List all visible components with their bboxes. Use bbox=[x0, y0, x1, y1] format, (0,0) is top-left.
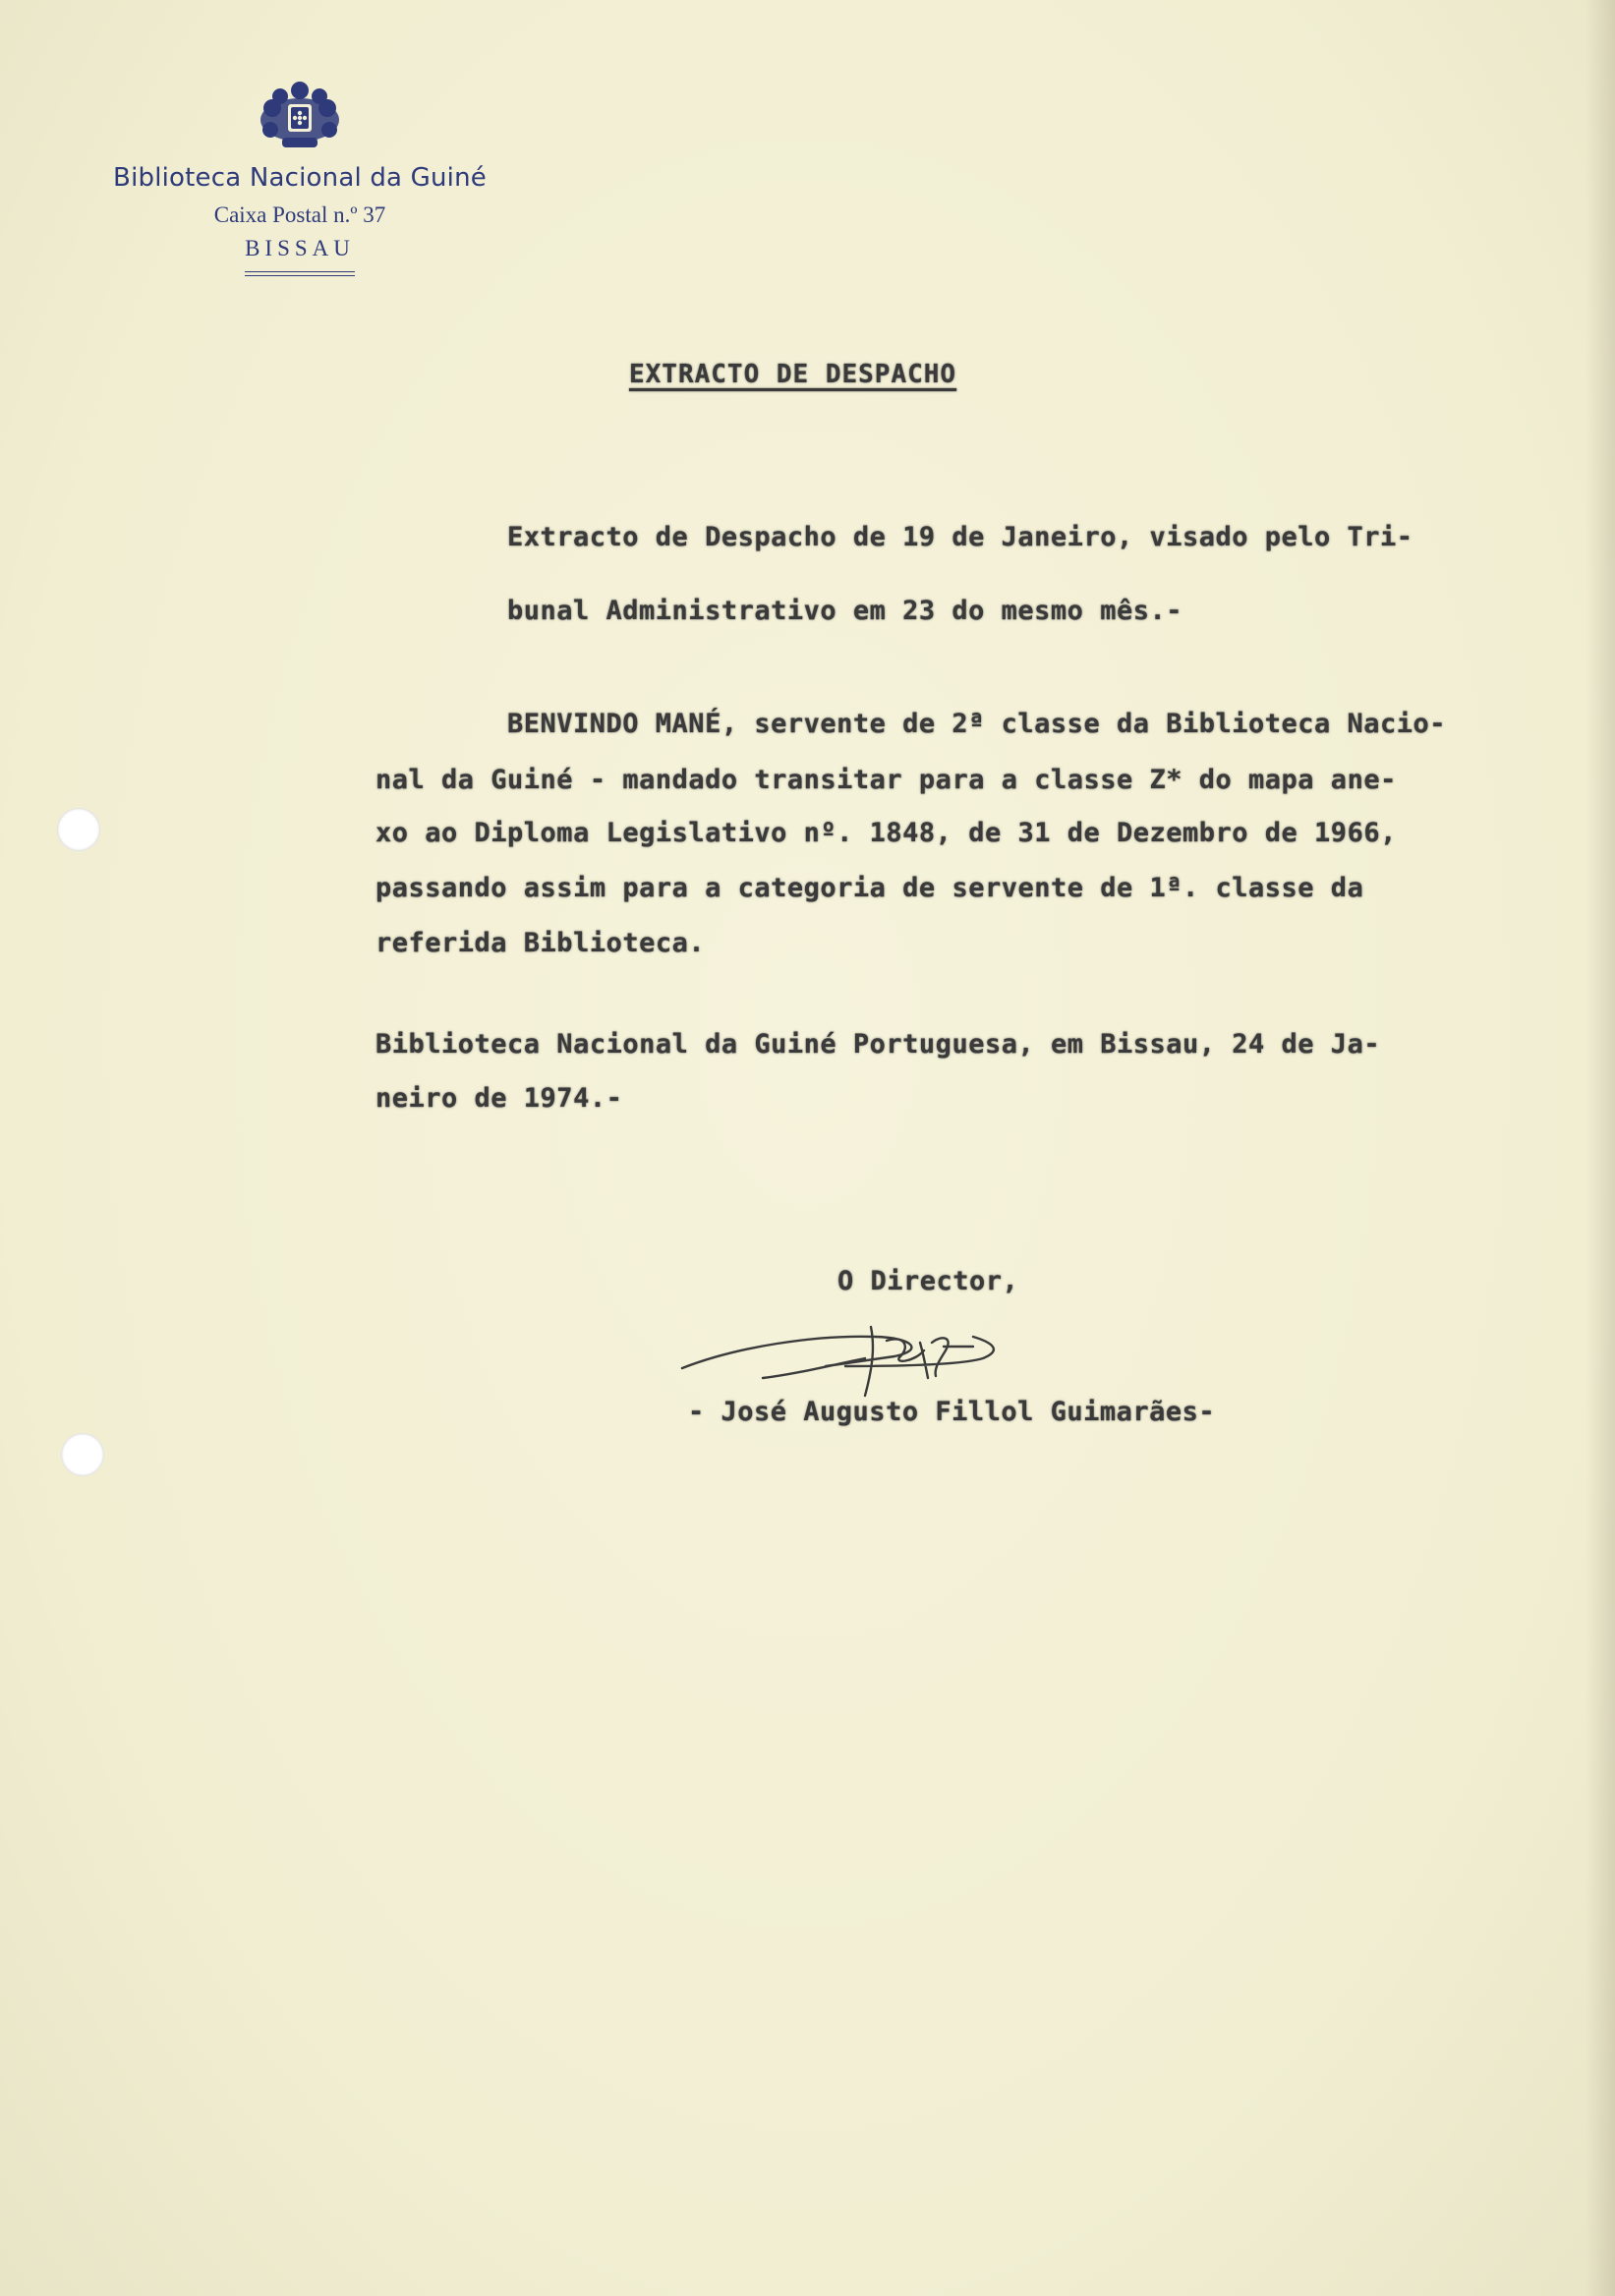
punch-hole-bottom bbox=[61, 1433, 104, 1476]
signer-title: O Director, bbox=[837, 1266, 1019, 1296]
intro-line-1: Extracto de Despacho de 19 de Janeiro, visado pelo Tri- bbox=[507, 522, 1413, 552]
body-line-4: passando assim para a categoria de servente de 1ª. classe da bbox=[375, 873, 1364, 903]
institution-name: Biblioteca Nacional da Guiné bbox=[113, 163, 487, 193]
intro-line-2: bunal Administrativo em 23 do mesmo mês.- bbox=[507, 596, 1182, 626]
place-date-line-2: neiro de 1974.- bbox=[375, 1083, 623, 1114]
place-date-line-1: Biblioteca Nacional da Guiné Portuguesa, em Bissau, 24 de Ja- bbox=[375, 1029, 1381, 1060]
document-title: EXTRACTO DE DESPACHO bbox=[629, 360, 957, 389]
punch-hole-top bbox=[57, 808, 100, 851]
postal-box: Caixa Postal n.º 37 bbox=[213, 202, 386, 227]
crest-icon bbox=[253, 79, 347, 157]
body-line-2: nal da Guiné - mandado transitar para a classe Z* do mapa ane- bbox=[375, 765, 1397, 795]
signer-name: - José Augusto Fillol Guimarães- bbox=[688, 1397, 1216, 1427]
page-edge-shade bbox=[1586, 0, 1615, 2296]
body-line-3: xo ao Diploma Legislativo nº. 1848, de 31 de Dezembro de 1966, bbox=[375, 818, 1397, 848]
body-line-5: referida Biblioteca. bbox=[375, 928, 706, 958]
letterhead-divider bbox=[245, 271, 355, 276]
city: BISSAU bbox=[245, 236, 355, 260]
body-line-1: BENVINDO MANÉ, servente de 2ª classe da Biblioteca Nacio- bbox=[507, 709, 1447, 739]
letterhead bbox=[79, 79, 521, 276]
